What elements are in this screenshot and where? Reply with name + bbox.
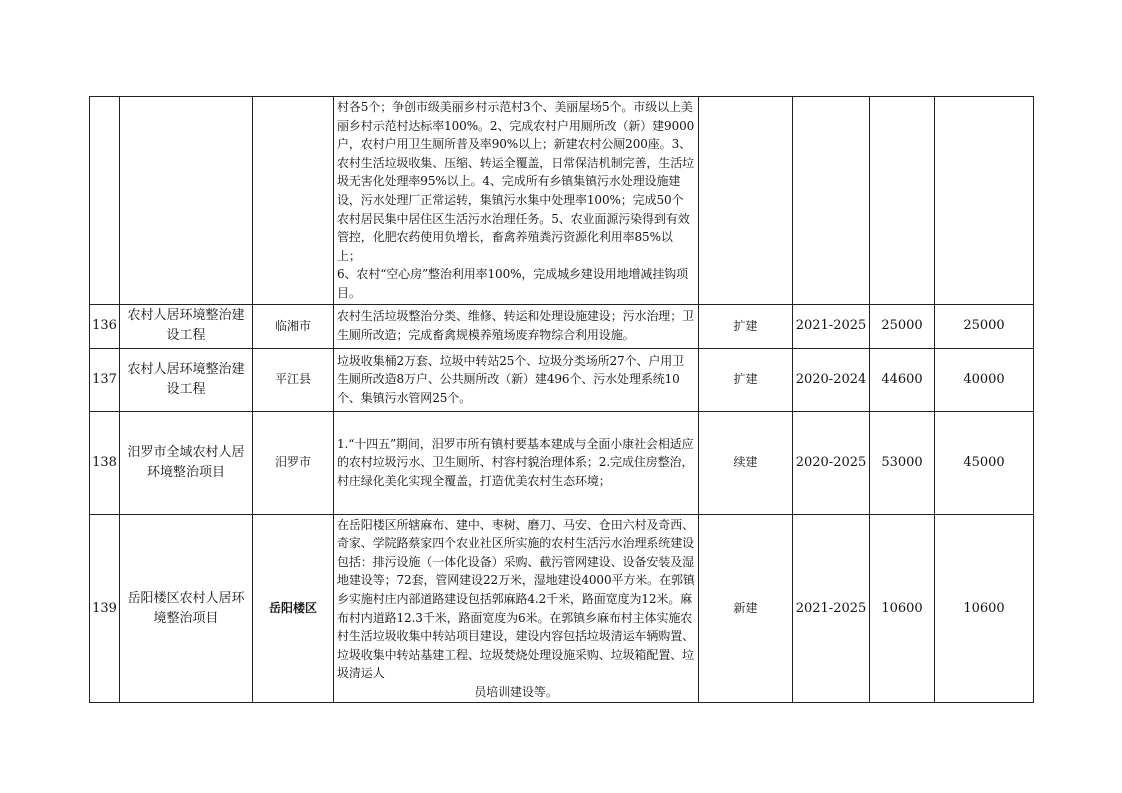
total-investment-cell: 10600 — [870, 514, 935, 703]
description-cell: 垃圾收集桶2万套、垃圾中转站25个、垃圾分类场所27个、户用卫生厕所改造8万户、公共厕所改（新）建496个、污水处理系统10个、集镇污水管网25个。 — [334, 348, 699, 411]
description-cell — [334, 514, 699, 703]
row-number-cell: 139 — [90, 514, 120, 703]
total-investment-cell — [870, 97, 935, 305]
project-name-cell — [120, 97, 253, 305]
plan-investment-cell: 40000 — [935, 348, 1034, 411]
construction-type-cell: 新建 — [699, 514, 793, 703]
row-number-cell — [90, 97, 120, 305]
table-row — [90, 514, 1034, 703]
region-cell: 临湘市 — [253, 304, 334, 348]
row-number-cell: 137 — [90, 348, 120, 411]
plan-investment-cell — [935, 97, 1034, 305]
table-row — [90, 411, 1034, 514]
description-text: 6、农村“空心房”整治利用率100%，完成城乡建设用地增减挂钩项目。 — [337, 267, 689, 300]
table-row — [90, 348, 1034, 411]
plan-investment-cell: 10600 — [935, 514, 1034, 703]
table-row — [90, 304, 1034, 348]
plan-investment-cell: 25000 — [935, 304, 1034, 348]
project-name-cell: 农村人居环境整治建设工程 — [120, 348, 253, 411]
region-cell — [253, 97, 334, 305]
construction-type-cell: 扩建 — [699, 348, 793, 411]
row-number-cell: 136 — [90, 304, 120, 348]
project-name-cell: 岳阳楼区农村人居环境整治项目 — [120, 514, 253, 703]
description-text-tail: 员培训建设等。 — [474, 684, 558, 699]
row-number-cell: 138 — [90, 411, 120, 514]
period-cell: 2021-2025 — [793, 304, 870, 348]
period-cell: 2020-2024 — [793, 348, 870, 411]
region-cell: 汨罗市 — [253, 411, 334, 514]
period-cell: 2021-2025 — [793, 514, 870, 703]
description-cell: 农村生活垃圾整治分类、维修、转运和处理设施建设；污水治理；卫生厕所改造；完成畜禽规模养殖场废弃物综合利用设施。 — [334, 304, 699, 348]
region-cell: 岳阳楼区 — [253, 514, 334, 703]
project-name-cell: 农村人居环境整治建设工程 — [120, 304, 253, 348]
total-investment-cell: 53000 — [870, 411, 935, 514]
description-text: 在岳阳楼区所辖麻布、建中、枣树、磨刀、马安、仓田六村及奇西、奇家、学院路蔡家四个农业社区所实施的农村生活污水治理系统建设包括：排污设施（一体化设备）采购、截污管网建设、设备安装及湿地建设等；72套，管网建设22万米，湿地建设4000平方米。在郭镇乡实施村庄内部道路建设包括郭麻路4.2千米，路面宽度为12米。麻布村内道路12.3千米，路面宽度为6米。在郭镇乡麻布村主体实施农村生活垃圾收集中转站项目建设，建设内容包括垃圾清运车辆购置、垃圾收集中转站基建工程、垃圾焚烧处理设施采购、垃圾箱配置、垃圾清运人 — [337, 517, 695, 681]
period-cell — [793, 97, 870, 305]
period-cell: 2020-2025 — [793, 411, 870, 514]
total-investment-cell: 44600 — [870, 348, 935, 411]
table-row — [90, 97, 1034, 305]
region-cell: 平江县 — [253, 348, 334, 411]
description-cell — [334, 97, 699, 305]
construction-type-cell: 续建 — [699, 411, 793, 514]
project-name-cell: 汨罗市全域农村人居环境整治项目 — [120, 411, 253, 514]
construction-type-cell: 扩建 — [699, 304, 793, 348]
description-text: 村各5个；争创市级美丽乡村示范村3个、美丽屋场5个。市级以上美丽乡村示范村达标率100%。2、完成农村户用厕所改（新）建9000户，农村户用卫生厕所普及率90%以上；新建农村公厕200座。3、农村生活垃圾收集、压缩、转运全覆盖，日常保洁机制完善，生活垃圾无害化处理率95%以上。4、完成所有乡镇集镇污水处理设施建设，污水处理厂正常运转，集镇污水集中处理率100%；完成50个农村居民集中居住区生活污水治理任务。5、农业面源污染得到有效管控，化肥农药使用负增长，畜禽养殖粪污资源化利用率85%以上； — [337, 100, 695, 263]
plan-investment-cell: 45000 — [935, 411, 1034, 514]
description-cell: 1.“十四五”期间，汨罗市所有镇村要基本建成与全面小康社会相适应的农村垃圾污水、卫生厕所、村容村貌治理体系；2.完成住房整治，村庄绿化美化实现全覆盖，打造优美农村生态环境； — [334, 411, 699, 514]
construction-type-cell — [699, 97, 793, 305]
total-investment-cell: 25000 — [870, 304, 935, 348]
project-table — [89, 96, 1034, 703]
